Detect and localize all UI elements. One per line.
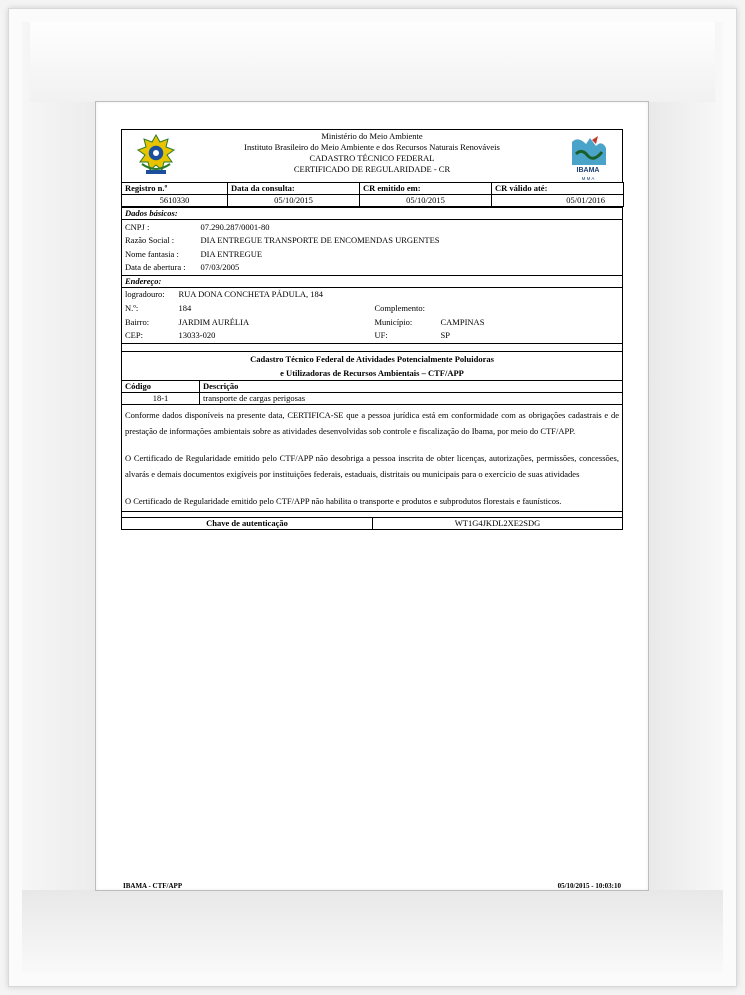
- basic-data-title: Dados básicos:: [122, 208, 623, 220]
- ctf-app-section: [121, 344, 623, 405]
- logradouro-label: logradouro:: [122, 287, 176, 301]
- uf-value: SP: [438, 329, 623, 343]
- paragraph-gap: [125, 440, 619, 450]
- data-abertura-label: Data de abertura :: [122, 261, 198, 275]
- codigo-value: 18-1: [122, 392, 200, 404]
- auth-key-value: WT1G4JKDL2XE2SDG: [373, 518, 623, 530]
- nome-fantasia-label: Nome fantasia :: [122, 247, 198, 261]
- bairro-label: Bairro:: [122, 315, 176, 329]
- brazil-coat-of-arms-icon: [136, 134, 176, 176]
- valido-label: CR válido até:: [492, 183, 624, 195]
- address-section: [121, 276, 623, 344]
- summary-table: [121, 182, 624, 207]
- razao-social-label: Razão Social :: [122, 233, 198, 247]
- footer-right: 05/10/2015 - 10:03:10: [557, 882, 621, 890]
- registry-name: CADASTRO TÉCNICO FEDERAL: [309, 153, 435, 163]
- address-title: Endereço:: [122, 276, 623, 288]
- footer-left: IBAMA - CTF/APP: [123, 882, 183, 890]
- razao-social-value: DIA ENTREGUE TRANSPORTE DE ENCOMENDAS URGENTES: [198, 233, 623, 247]
- descricao-header: Descrição: [200, 380, 623, 392]
- logradouro-value: RUA DONA CONCHETA PÁDULA, 184: [176, 287, 623, 301]
- numero-value: 184: [178, 302, 192, 313]
- paragraph-1: Conforme dados disponíveis na presente data, CERTIFICA-SE que a pessoa jurídica está em conformidade com as obrigações cadastrais e de prestação de informações ambientais sobre as atividades desenvolvidas sob controle e fiscalização do Ibama, por meio do CTF/APP.: [125, 409, 619, 436]
- frame-bottom-bevel: [22, 890, 723, 973]
- paragraph-2: O Certificado de Regularidade emitido pelo CTF/APP não desobriga a pessoa inscrita de obter licenças, autorizações, permissões, concessões, alvarás e demais documentos exigíveis por instituições federais, estaduais, distritais ou municipais para o exercício de suas atividades: [125, 452, 619, 479]
- cnpj-label: CNPJ :: [122, 220, 198, 234]
- registro-label: Registro n.º: [122, 183, 228, 195]
- frame-right-bevel: [649, 22, 723, 973]
- certificate-document: [121, 129, 623, 890]
- municipio-value: CAMPINAS: [438, 315, 623, 329]
- complemento-label: Complemento:: [374, 302, 426, 313]
- codigo-header: Código: [122, 380, 200, 392]
- numero-label: N.º:: [122, 301, 176, 315]
- emitido-value: 05/10/2015: [360, 195, 492, 207]
- ctf-app-title: [122, 351, 623, 380]
- frame-left-bevel: [22, 22, 96, 973]
- certificate-title: CERTIFICADO DE REGULARIDADE - CR: [293, 164, 451, 174]
- consulta-value: 05/10/2015: [228, 195, 360, 207]
- paragraph-gap: [125, 483, 619, 493]
- auth-key-table: [121, 512, 623, 530]
- data-abertura-value: 07/03/2005: [198, 261, 623, 275]
- consulta-label: Data da consulta:: [228, 183, 360, 195]
- paragraph-3: O Certificado de Regularidade emitido pelo CTF/APP não habilita o transporte e produtos e subprodutos florestais e faunísticos.: [125, 495, 562, 506]
- ministry-name: Ministério do Meio Ambiente: [321, 131, 423, 141]
- basic-data-section: [121, 207, 623, 276]
- cnpj-value: 07.290.287/0001-80: [198, 220, 623, 234]
- ibama-logo: [568, 134, 608, 181]
- valido-value: 05/01/2016: [492, 195, 624, 207]
- complemento-value: [438, 301, 623, 315]
- mma-logo-text: M M A: [581, 176, 595, 181]
- certificate-page: [96, 102, 648, 890]
- ibama-logo-text: IBAMA: [568, 165, 608, 176]
- ctf-app-title-line2: e Utilizadoras de Recursos Ambientais – CTF/APP: [280, 367, 464, 378]
- document-header: [121, 129, 623, 182]
- registro-value: 5610330: [122, 195, 228, 207]
- certificate-text: [121, 405, 623, 513]
- auth-key-label: Chave de autenticação: [122, 518, 373, 530]
- bairro-value: JARDIM AURÉLIA: [178, 316, 250, 327]
- frame-top-bevel: [30, 22, 715, 102]
- emitido-label: CR emitido em:: [360, 183, 492, 195]
- institute-name: Instituto Brasileiro do Meio Ambiente e dos Recursos Naturais Renováveis: [244, 142, 500, 152]
- cep-label: CEP:: [122, 329, 176, 343]
- descricao-value: transporte de cargas perigosas: [200, 392, 623, 404]
- spacer-row: [122, 344, 623, 352]
- ctf-app-title-line1: Cadastro Técnico Federal de Atividades Potencialmente Poluidoras: [250, 353, 494, 364]
- municipio-label: Município:: [374, 316, 413, 327]
- uf-label: UF:: [372, 329, 438, 343]
- nome-fantasia-value: DIA ENTREGUE: [198, 247, 623, 261]
- cep-value: 13033-020: [176, 329, 372, 343]
